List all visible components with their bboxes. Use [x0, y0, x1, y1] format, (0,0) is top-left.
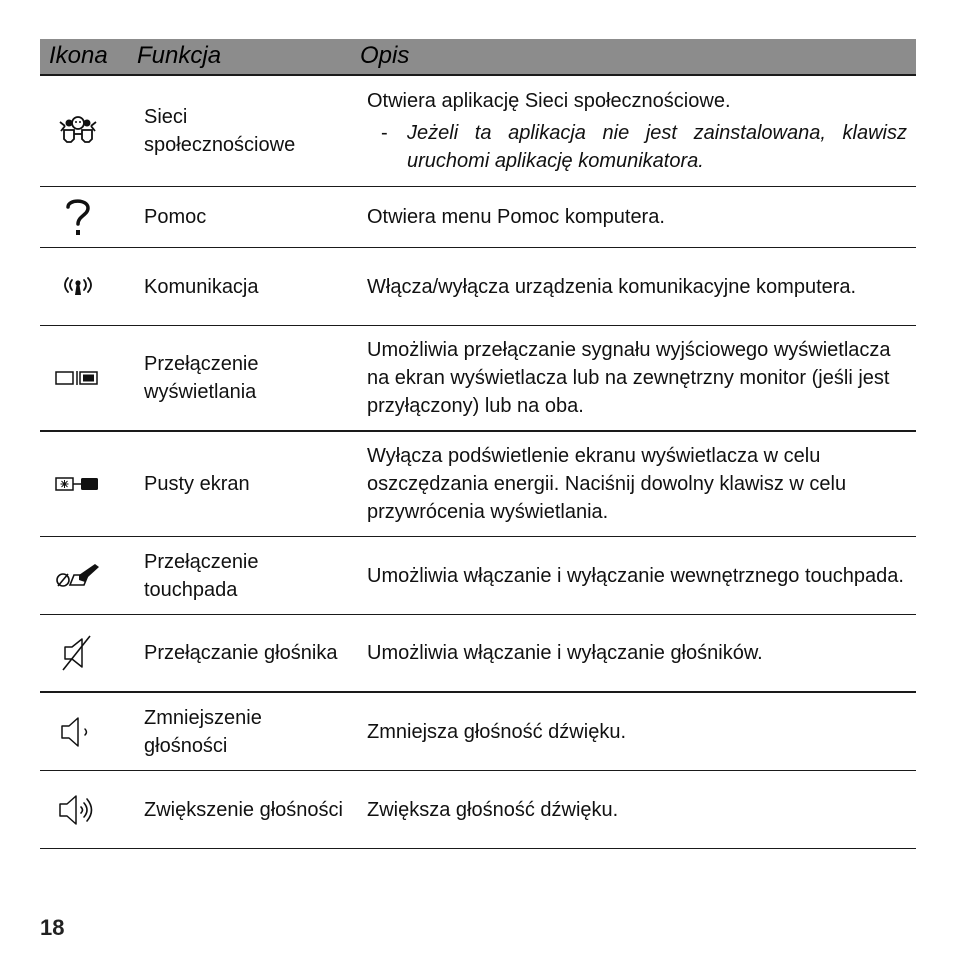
- description-text: Otwiera aplikację Sieci społecznościowe.: [367, 90, 731, 112]
- header-icon: Ikona: [49, 42, 108, 69]
- table-row: [40, 248, 916, 326]
- note-text: Jeżeli ta aplikacja nie jest zainstalowana, klawisz uruchomi aplikację komunikatora.: [407, 122, 907, 172]
- volume-down-icon: [40, 693, 116, 770]
- table-row: [40, 326, 916, 432]
- table-row: [40, 771, 916, 849]
- table-row: [40, 432, 916, 537]
- description-text: Umożliwia włączanie i wyłączanie głośników.: [367, 642, 763, 664]
- table-row: [40, 537, 916, 615]
- description-text: Umożliwia przełączanie sygnału wyjściowego wyświetlacza na ekran wyświetlacza lub na zewnętrzny monitor (jeśli jest przyłączony) lub na oba.: [367, 339, 891, 417]
- social-networks-icon: [40, 76, 116, 186]
- function-description: [367, 615, 907, 691]
- header-function: Funkcja: [137, 42, 222, 69]
- note-dash: -: [381, 122, 388, 144]
- description-text: Zmniejsza głośność dźwięku.: [367, 720, 626, 743]
- wireless-icon: [40, 248, 116, 325]
- function-description: [367, 537, 907, 614]
- function-name: Sieci społecznościowe: [144, 106, 296, 156]
- function-description: [367, 693, 907, 770]
- page-number: 18: [40, 915, 65, 940]
- function-name: Przełączenie wyświetlania: [144, 353, 259, 403]
- display-toggle-icon: [40, 326, 116, 430]
- description-note: [367, 119, 907, 175]
- table-header: [40, 39, 916, 76]
- function-description: [367, 248, 907, 325]
- function-description: [367, 76, 907, 186]
- volume-up-icon: [40, 771, 116, 848]
- touchpad-toggle-icon: [40, 537, 116, 614]
- function-name: Zwiększenie głośności: [144, 798, 343, 821]
- function-name: Komunikacja: [144, 275, 259, 298]
- function-name: Przełączanie głośnika: [144, 642, 338, 664]
- description-text: Wyłącza podświetlenie ekranu wyświetlacza w celu oszczędzania energii. Naciśnij dowolny klawisz w celu przywrócenia wyświetlania.: [367, 445, 847, 523]
- table-row: [40, 615, 916, 693]
- function-description: [367, 771, 907, 848]
- function-name: Pomoc: [144, 206, 207, 228]
- display-off-icon: [40, 432, 116, 536]
- function-name: Pusty ekran: [144, 473, 250, 495]
- function-description: [367, 326, 907, 430]
- table-row: [40, 693, 916, 771]
- table-row: [40, 187, 916, 248]
- description-text: Otwiera menu Pomoc komputera.: [367, 206, 665, 228]
- description-text: Zwiększa głośność dźwięku.: [367, 798, 619, 821]
- description-text: Włącza/wyłącza urządzenia komunikacyjne komputera.: [367, 275, 857, 298]
- question-mark-icon: [40, 187, 116, 247]
- function-name: Zmniejszenie głośności: [144, 706, 262, 757]
- function-description: [367, 187, 907, 247]
- function-description: [367, 432, 907, 536]
- description-text: Umożliwia włączanie i wyłączanie wewnętrznego touchpada.: [367, 564, 904, 587]
- table-row: [40, 76, 916, 187]
- header-description: Opis: [360, 42, 410, 69]
- speaker-mute-icon: [40, 615, 116, 691]
- function-key-table: [40, 39, 916, 849]
- function-name: Przełączenie touchpada: [144, 550, 259, 601]
